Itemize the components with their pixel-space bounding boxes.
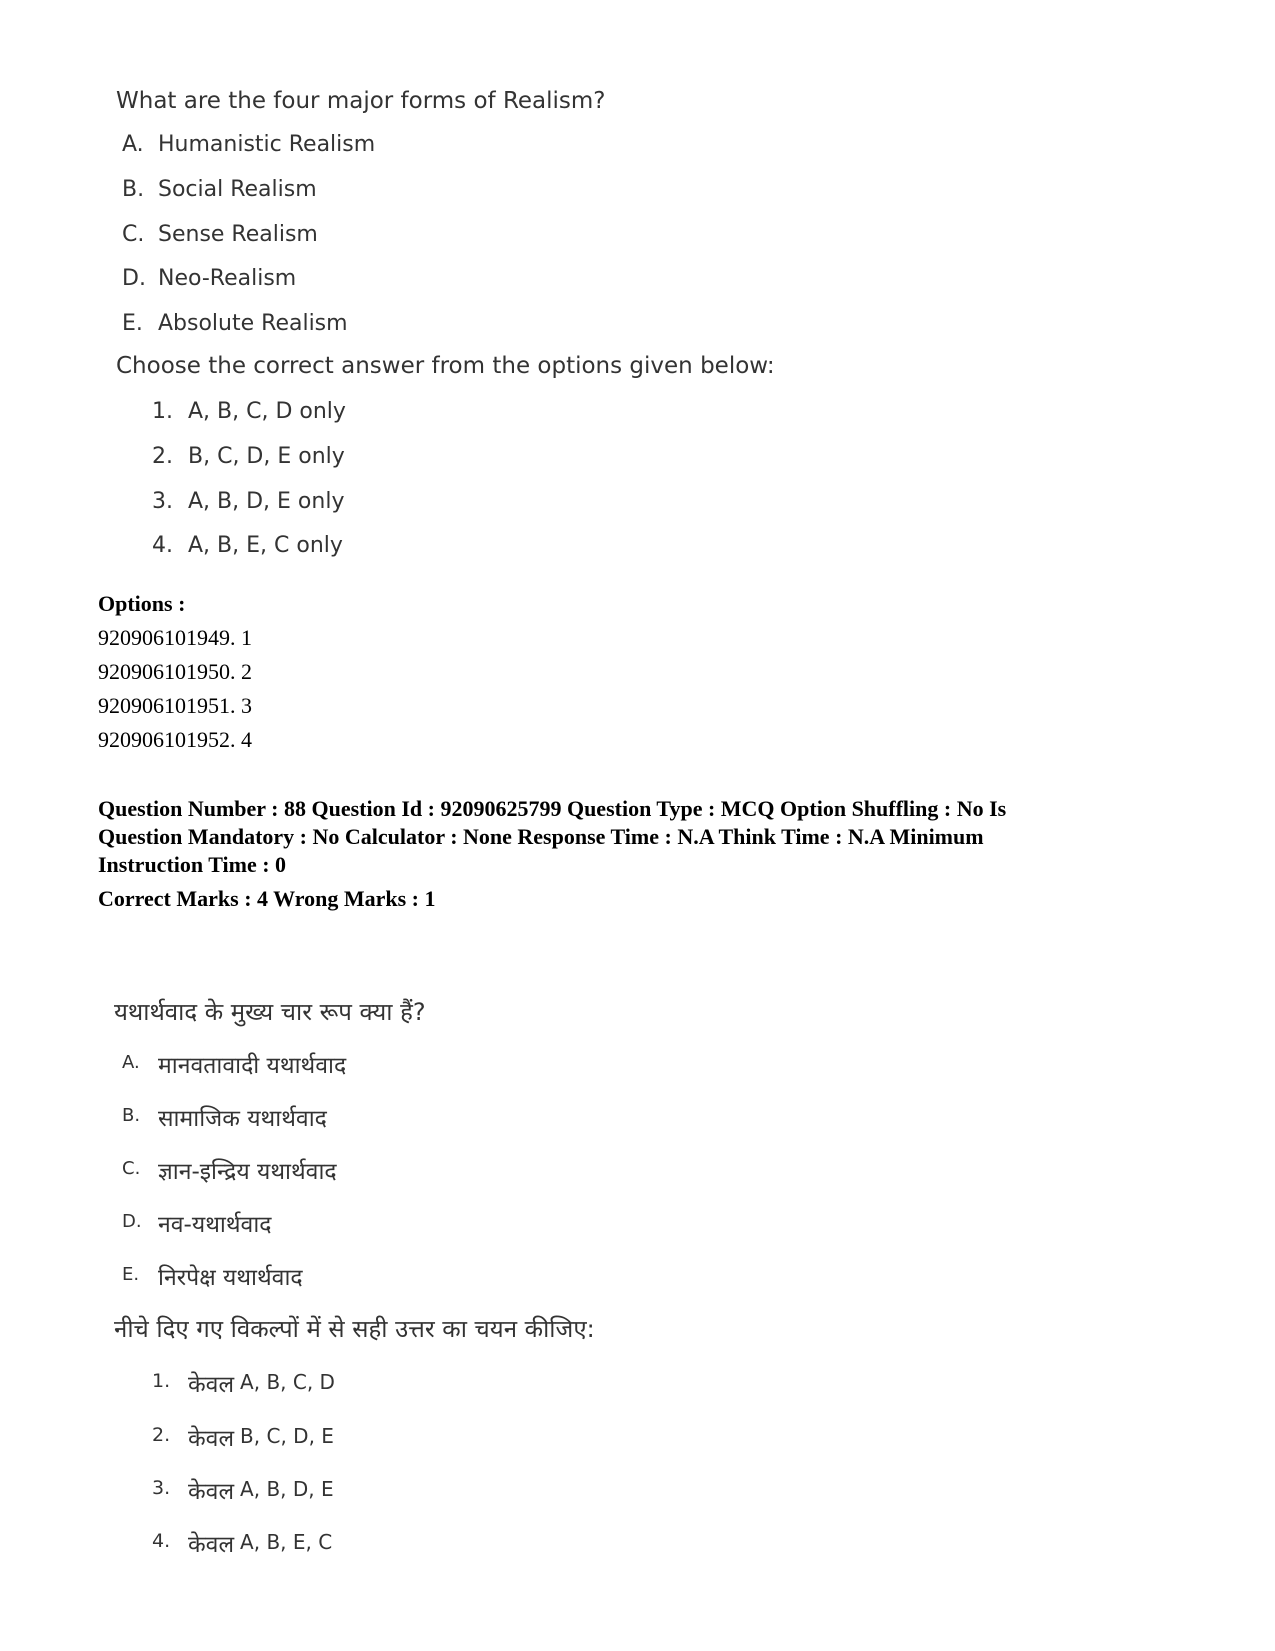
statement-label: D. bbox=[122, 1211, 142, 1232]
marks-line: Correct Marks : 4 Wrong Marks : 1 bbox=[98, 886, 436, 911]
option-id-1: 920906101949. 1 bbox=[98, 625, 252, 650]
option-id-4: 920906101952. 4 bbox=[98, 727, 252, 752]
choice-letters: A, B, D, E bbox=[240, 1477, 334, 1501]
choice-word: केवल bbox=[188, 1479, 235, 1505]
hindi-statement-b bbox=[122, 1101, 327, 1133]
statement-label: C. bbox=[122, 1158, 141, 1179]
choice-number: 1. bbox=[152, 399, 173, 424]
choice-text: A, B, E, C only bbox=[188, 533, 343, 558]
hindi-statement-a bbox=[122, 1048, 346, 1080]
choice-number: 3. bbox=[152, 489, 173, 514]
hindi-instruction: नीचे दिए गए विकल्पों में से सही उत्तर का चयन कीजिए: bbox=[114, 1315, 595, 1343]
statement-a bbox=[122, 132, 375, 157]
statement-text: Sense Realism bbox=[158, 222, 318, 247]
statement-label: B. bbox=[122, 1105, 141, 1126]
choice-letters: A, B, C, D bbox=[240, 1370, 335, 1394]
statement-e bbox=[122, 311, 348, 336]
choice-word: केवल bbox=[188, 1426, 235, 1452]
statement-label: E. bbox=[122, 311, 143, 336]
choice-number: 4. bbox=[152, 1530, 171, 1552]
english-instruction: Choose the correct answer from the options given below: bbox=[116, 353, 775, 379]
statement-label: C. bbox=[122, 222, 145, 247]
statement-text: मानवतावादी यथार्थवाद bbox=[158, 1053, 347, 1079]
hindi-statement-c bbox=[122, 1154, 337, 1186]
hindi-choice-2 bbox=[152, 1421, 334, 1453]
statement-d bbox=[122, 266, 296, 291]
statement-text: ज्ञान-इन्द्रिय यथार्थवाद bbox=[158, 1159, 337, 1185]
hindi-choice-1 bbox=[152, 1367, 335, 1399]
choice-number: 1. bbox=[152, 1370, 171, 1392]
hindi-statement-e bbox=[122, 1260, 303, 1292]
choice-3 bbox=[152, 489, 344, 514]
statement-text: निरपेक्ष यथार्थवाद bbox=[158, 1265, 303, 1291]
statement-label: B. bbox=[122, 177, 145, 202]
statement-text: नव-यथार्थवाद bbox=[158, 1212, 272, 1238]
statement-c bbox=[122, 222, 318, 247]
choice-4 bbox=[152, 533, 343, 558]
hindi-choice-3 bbox=[152, 1474, 334, 1506]
statement-text: Humanistic Realism bbox=[158, 132, 376, 157]
choice-word: केवल bbox=[188, 1532, 235, 1558]
choice-1 bbox=[152, 399, 346, 424]
option-id-2: 920906101950. 2 bbox=[98, 659, 252, 684]
hindi-choice-4 bbox=[152, 1527, 332, 1559]
english-question-title: What are the four major forms of Realism? bbox=[116, 88, 606, 114]
hindi-statement-d bbox=[122, 1207, 272, 1239]
option-id-3: 920906101951. 3 bbox=[98, 693, 252, 718]
choice-word: केवल bbox=[188, 1372, 235, 1398]
statement-text: Social Realism bbox=[158, 177, 317, 202]
choice-text: A, B, D, E only bbox=[188, 489, 345, 514]
choice-text: B, C, D, E only bbox=[188, 444, 345, 469]
question-meta-line2: Question Mandatory : No Calculator : None Response Time : N.A Think Time : N.A Minimum bbox=[98, 824, 984, 849]
question-meta-line3: Instruction Time : 0 bbox=[98, 852, 287, 877]
hindi-question-title: यथार्थवाद के मुख्य चार रूप क्या हैं? bbox=[114, 998, 426, 1026]
statement-b bbox=[122, 177, 317, 202]
statement-label: D. bbox=[122, 266, 146, 291]
choice-number: 2. bbox=[152, 1424, 171, 1446]
statement-label: A. bbox=[122, 1052, 140, 1073]
statement-text: सामाजिक यथार्थवाद bbox=[158, 1106, 327, 1132]
choice-number: 4. bbox=[152, 533, 173, 558]
choice-letters: B, C, D, E bbox=[240, 1424, 334, 1448]
choice-2 bbox=[152, 444, 345, 469]
choice-letters: A, B, E, C bbox=[240, 1530, 333, 1554]
statement-label: E. bbox=[122, 1264, 140, 1285]
choice-number: 3. bbox=[152, 1477, 171, 1499]
statement-text: Neo-Realism bbox=[158, 266, 297, 291]
choice-text: A, B, C, D only bbox=[188, 399, 346, 424]
options-heading: Options : bbox=[98, 591, 186, 616]
choice-number: 2. bbox=[152, 444, 173, 469]
statement-text: Absolute Realism bbox=[158, 311, 348, 336]
question-meta-line1: Question Number : 88 Question Id : 92090625799 Question Type : MCQ Option Shuffling : No Is bbox=[98, 796, 1007, 821]
statement-label: A. bbox=[122, 132, 144, 157]
